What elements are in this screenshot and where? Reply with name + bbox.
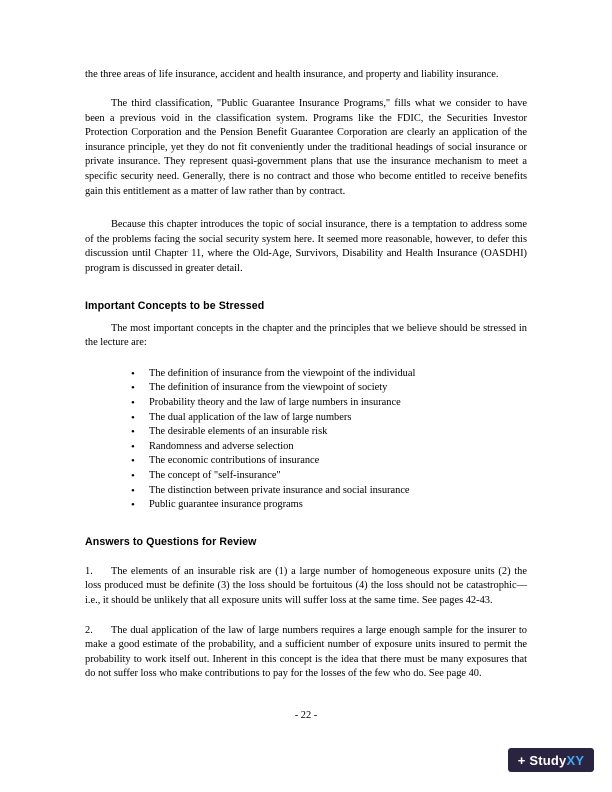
bullet-icon: • (131, 411, 135, 424)
document-body (85, 68, 527, 682)
list-item-label: The distinction between private insurance and social insurance (149, 484, 410, 496)
list-item (131, 440, 527, 455)
list-item-label: Randomness and adverse selection (149, 440, 294, 452)
answer-text: The elements of an insurable risk are (1) a large number of homogeneous exposure units (2) the loss produced must be definite (3) the loss should be fortuitous (4) the loss should not be catastrophic—i.e., it should be unlikely that all exposure units will suffer loss at the same time. See pages 42-43. (85, 565, 527, 606)
bullet-icon: • (131, 469, 135, 482)
paragraph-concepts-intro: The most important concepts in the chapter and the principles that we believe should be stressed in the lecture are: (85, 322, 527, 349)
list-item (131, 367, 527, 382)
bullet-icon: • (131, 367, 135, 380)
list-item-label: The desirable elements of an insurable risk (149, 426, 328, 438)
list-item-label: The definition of insurance from the viewpoint of society (149, 382, 388, 394)
paragraph-continued: the three areas of life insurance, accident and health insurance, and property and liability insurance. (85, 69, 499, 80)
list-item-label: Probability theory and the law of large numbers in insurance (149, 397, 401, 408)
bullet-icon: • (131, 382, 135, 395)
list-item-label: Public guarantee insurance programs (149, 499, 303, 511)
bullet-icon: • (131, 484, 135, 497)
spacer (85, 277, 527, 299)
list-item-label: The definition of insurance from the viewpoint of the individual (149, 367, 416, 379)
list-item (131, 396, 527, 411)
spacer (85, 513, 527, 535)
spacer (85, 83, 527, 98)
bullet-icon: • (131, 440, 135, 453)
list-item-label: The dual application of the law of large numbers (149, 411, 352, 423)
heading-answers-questions: Answers to Questions for Review (85, 535, 257, 548)
paragraph-social-insurance: Because this chapter introduces the topic of social insurance, there is a temptation to address some of the problems facing the social security system here. It seemed more reasonable, however, to defer this discussion until Chapter 11, where the Old-Age, Survivors, Disability and Health Insurance (OASDHI) program is discussed in greater detail. (85, 219, 527, 275)
spacer (85, 549, 527, 565)
bullet-icon: • (131, 455, 135, 468)
watermark-name-main: Study (529, 752, 567, 768)
heading-important-concepts: Important Concepts to be Stressed (85, 299, 265, 312)
answer-item (85, 624, 527, 682)
concepts-list (85, 367, 527, 513)
answer-number: 2. (85, 624, 93, 636)
list-item (131, 425, 527, 440)
studyxy-watermark[interactable] (508, 748, 594, 772)
page-number: - 22 - (294, 710, 318, 721)
list-item-label: The economic contributions of insurance (149, 455, 320, 467)
watermark-name-accent: XY (566, 752, 585, 768)
list-item-label: The concept of "self-insurance" (149, 469, 281, 481)
spacer (85, 199, 527, 218)
spacer (85, 313, 527, 322)
paragraph-third-classification: The third classification, "Public Guarantee Insurance Programs," fills what we consider to have been a previous void in the classification system. Programs like the FDIC, the Securities Investor Protection Corporation and the Pension Benefit Guarantee Corporation are clearly an application of the insurance principle, yet they do not fit conveniently under the traditional headings of social insurance or private insurance. They represent quasi-government plans that use the insurance mechanism to meet a specific security need. Generally, there is no contract and those who become entitled to receive benefits gain this entitlement as a matter of law rather than by contract. (85, 98, 527, 197)
spacer (85, 609, 527, 624)
spacer (85, 351, 527, 367)
list-item (131, 469, 527, 484)
list-item (131, 454, 527, 469)
plus-icon: + (517, 752, 526, 768)
answer-number: 1. (85, 565, 93, 577)
bullet-icon: • (131, 426, 135, 439)
watermark-label (529, 753, 584, 768)
answer-item (85, 565, 527, 609)
bullet-icon: • (131, 499, 135, 512)
list-item (131, 498, 527, 513)
list-item (131, 411, 527, 426)
bullet-icon: • (131, 397, 135, 409)
list-item (131, 484, 527, 499)
answer-text: The dual application of the law of large numbers requires a large enough sample for the insurer to make a good estimate of the probability, and a sufficient number of exposure units insured to permit the probability to work itself out. Inherent in this concept is the idea that there must be many exposures that do not suffer loss who make contributions to pay for the losses of the few who do. See page 40. (85, 624, 527, 680)
list-item (131, 381, 527, 396)
